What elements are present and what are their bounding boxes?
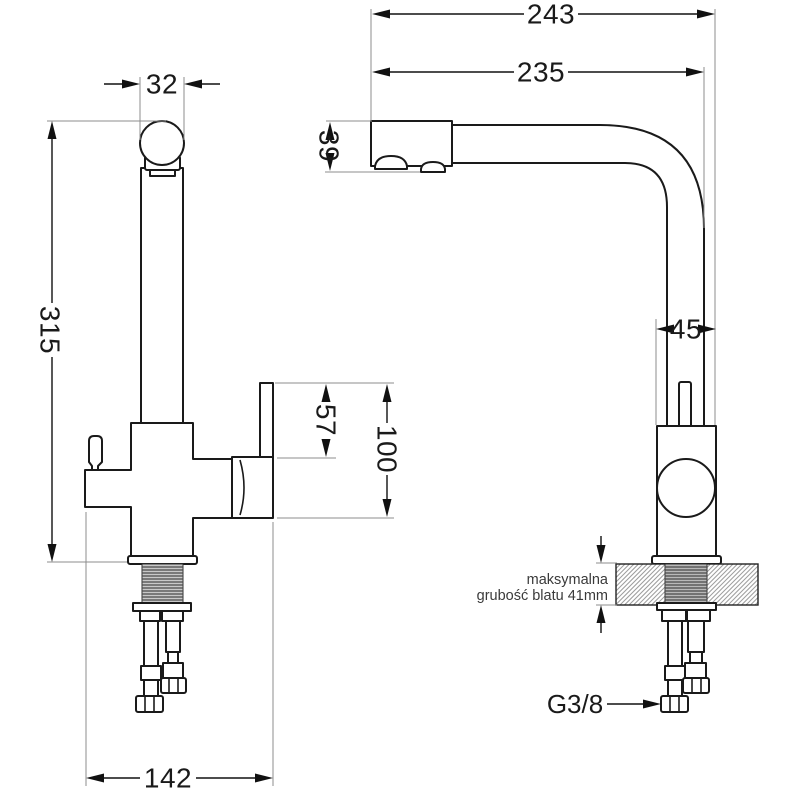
dim-label-100: 100 <box>371 424 403 474</box>
dim-label-243: 243 <box>526 0 576 30</box>
right-base-flange <box>652 556 721 564</box>
dim-label-g38: G3/8 <box>546 689 604 719</box>
right-aerator-filter <box>421 162 445 172</box>
right-hose-2-coupling <box>685 663 706 678</box>
left-hose-2-neck <box>168 652 178 663</box>
left-hose-2 <box>166 621 180 652</box>
dim-label-57: 57 <box>310 403 342 437</box>
left-nut-b <box>162 611 183 621</box>
right-washer <box>657 603 716 610</box>
left-hose-1 <box>144 621 158 666</box>
dim-label-39: 39 <box>313 129 345 163</box>
dim-label-142: 142 <box>143 762 193 794</box>
right-thread-hatch <box>665 567 707 603</box>
dim-label-45: 45 <box>669 313 703 345</box>
left-hose-2-coupling <box>163 663 183 678</box>
left-washer <box>133 603 191 611</box>
left-outlet-pipe <box>260 383 273 457</box>
right-hose-2-fitting <box>683 678 709 693</box>
left-hose-1-neck <box>144 680 158 696</box>
left-hose-2-fitting <box>161 678 186 693</box>
left-threaded-rod <box>142 564 183 603</box>
left-knob-collar-step <box>150 170 175 176</box>
left-hose-1-coupling <box>141 666 161 680</box>
dim-label-315: 315 <box>34 305 66 355</box>
right-aerator-main <box>375 156 407 169</box>
left-nut-a <box>140 611 160 621</box>
dim-label-235: 235 <box>516 56 566 88</box>
left-filter-lever <box>89 436 102 470</box>
right-hose-1-neck <box>668 680 682 696</box>
right-hose-1 <box>668 621 682 666</box>
counter-note-line1: maksymalna <box>526 572 608 588</box>
countertop-section <box>616 564 758 605</box>
right-hose-1-fitting <box>661 696 688 712</box>
left-hose-1-fitting <box>136 696 163 712</box>
left-knob <box>140 121 184 165</box>
right-hose-2-neck <box>690 652 702 663</box>
right-nut-b <box>687 610 710 621</box>
left-base-flange <box>128 556 197 564</box>
left-outlet-body <box>232 457 273 518</box>
right-hose-1-coupling <box>665 666 685 680</box>
left-riser-pipe <box>141 168 183 423</box>
right-nut-a <box>662 610 686 621</box>
right-ball-joint <box>657 459 715 517</box>
counter-note-line2: grubość blatu 41mm <box>476 588 608 604</box>
right-hose-2 <box>688 621 704 652</box>
dim-label-32: 32 <box>145 68 179 100</box>
